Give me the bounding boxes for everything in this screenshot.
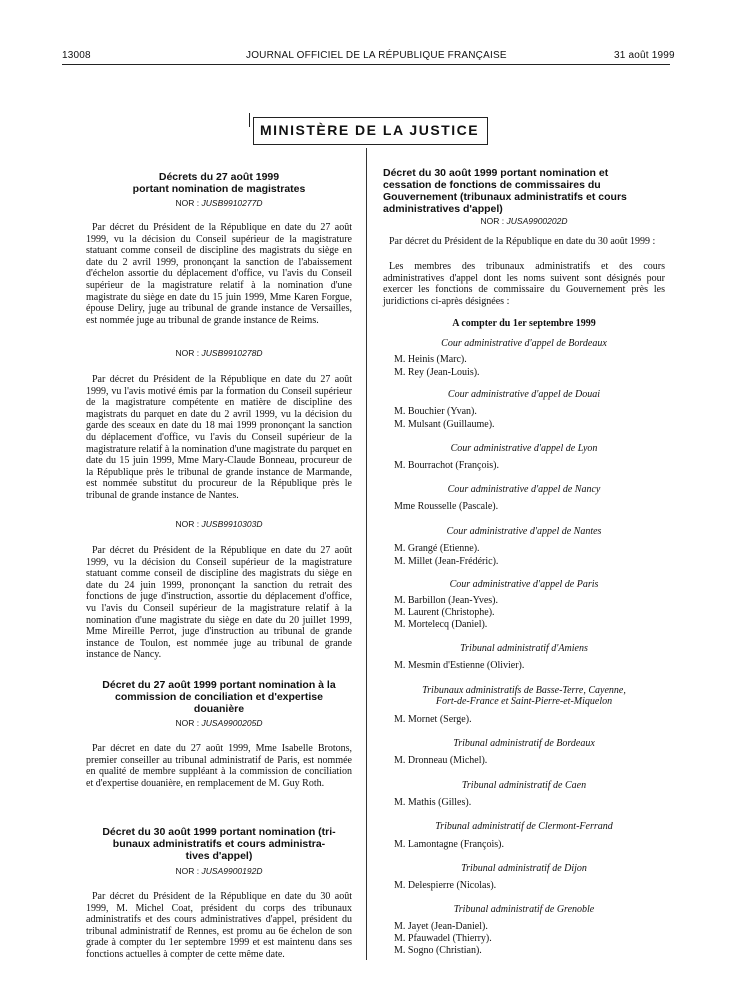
court-douai: Cour administrative d'appel de Douai	[447, 389, 601, 400]
list-item: M. Bourrachot (François).	[394, 460, 499, 471]
court-lyon: Cour administrative d'appel de Lyon	[450, 443, 598, 454]
list-item: M. Jayet (Jean-Daniel).	[394, 921, 488, 932]
list-item: M. Lamontagne (François).	[394, 839, 504, 850]
tribunal-clermont-ferrand: Tribunal administratif de Clermont-Ferrand	[435, 821, 613, 832]
court-nantes: Cour administrative d'appel de Nantes	[446, 526, 602, 537]
nor-reference-5: NOR : JUSA9900192D	[175, 866, 263, 876]
nor-reference-1: NOR : JUSB9910277D	[175, 198, 263, 208]
journal-title: JOURNAL OFFICIEL DE LA RÉPUBLIQUE FRANÇAISE	[246, 50, 507, 61]
nor-reference-3: NOR : JUSB9910303D	[175, 519, 263, 529]
list-item: M. Delespierre (Nicolas).	[394, 880, 497, 891]
issue-date: 31 août 1999	[614, 50, 675, 61]
nor-reference-4: NOR : JUSA9900205D	[175, 718, 263, 728]
effective-date: A compter du 1er septembre 1999	[452, 318, 596, 329]
list-item: M. Rey (Jean-Louis).	[394, 367, 480, 378]
list-item: M. Bouchier (Yvan).	[394, 406, 477, 417]
decree-title-2: Décret du 27 août 1999 portant nomination à la commission de conciliation et d'expertise douanière	[102, 679, 336, 715]
right-paragraph-1: Par décret du Président de la République en date du 30 août 1999 :	[389, 236, 656, 247]
list-item: Mme Rousselle (Pascale).	[394, 501, 499, 512]
nor-reference-right: NOR : JUSA9900202D	[480, 216, 568, 226]
tribunal-dijon: Tribunal administratif de Dijon	[461, 863, 587, 874]
list-item: M. Sogno (Christian).	[394, 945, 482, 956]
column-divider	[366, 148, 367, 960]
court-bordeaux: Cour administrative d'appel de Bordeaux	[441, 338, 607, 349]
right-paragraph-2: Les membres des tribunaux administratifs et des cours administratives d'appel dont les noms suivent sont désignés pour exercer les fonctions de commissaire du Gouvernement près les juridictions ci-après désignées :	[383, 261, 665, 307]
tribunal-grenoble: Tribunal administratif de Grenoble	[453, 904, 595, 915]
ministry-title: MINISTÈRE DE LA JUSTICE	[259, 122, 480, 138]
decree-title-3: Décret du 30 août 1999 portant nomination (tri- bunaux administratifs et cours administra- tives d'appel)	[102, 826, 336, 862]
decree-title-1: Décrets du 27 août 1999 portant nomination de magistrates	[132, 171, 306, 195]
list-item: M. Mulsant (Guillaume).	[394, 419, 495, 430]
header-rule	[62, 64, 670, 65]
list-item: M. Grangé (Etienne).	[394, 543, 480, 554]
decree-paragraph-2: Par décret du Président de la République en date du 27 août 1999, vu l'avis motivé émis par la formation du Conseil supérieur de la magistrature compétente en matière de discipline des magistrats du parquet en date du 2 avril 1999, vu la décision du garde des sceaux en date du 18 mai 1999 prononçant la sanction du déplacement d'office, vu l'avis du Conseil supérieur de la magistrature relatif à la nomination d'une magistrate du parquet en date du 15 juin 1999, Mme Mary-Claude Bonneau, procureur de la République près le tribunal de grande instance de Marmande, est nommée substitut du procureur de la République près le tribunal de grande instance de Nantes.	[86, 374, 352, 501]
list-item: M. Barbillon (Jean-Yves).	[394, 595, 498, 606]
decree-title-right: Décret du 30 août 1999 portant nomination et cessation de fonctions de commissaires du Gouvernement (tribunaux administratifs et cours administratives d'appel)	[383, 167, 627, 215]
list-item: M. Mesmin d'Estienne (Olivier).	[394, 660, 525, 671]
tribunals-outremer: Tribunaux administratifs de Basse-Terre, Cayenne, Fort-de-France et Saint-Pierre-et-Miquelon	[422, 685, 626, 707]
list-item: M. Heinis (Marc).	[394, 354, 467, 365]
decree-paragraph-1: Par décret du Président de la République en date du 27 août 1999, vu la décision du Conseil supérieur de la magistrature statuant comme conseil de discipline des magistrats du siège en date du 2 avril 1999, prononçant la sanction de l'abaissement d'échelon assortie du déplacement d'office, vu l'avis du Conseil supérieur de la magistrature relatif à la nomination d'une magistrate du siège en date du 15 juin 1999, Mme Karen Forgue, épouse Deliry, juge au tribunal de grande instance de Versailles, est nommée juge au tribunal de grande instance de Reims.	[86, 222, 352, 326]
nor-reference-2: NOR : JUSB9910278D	[175, 348, 263, 358]
list-item: M. Mortelecq (Daniel).	[394, 619, 488, 630]
decree-paragraph-4: Par décret en date du 27 août 1999, Mme Isabelle Brotons, premier conseiller au tribunal administratif de Paris, est nommée en qualité de membre suppléant à la commission de conciliation et d'expertise douanière, en remplacement de M. Guy Roth.	[86, 743, 352, 789]
court-paris: Cour administrative d'appel de Paris	[449, 579, 599, 590]
list-item: M. Mornet (Serge).	[394, 714, 472, 725]
tribunal-amiens: Tribunal administratif d'Amiens	[460, 643, 588, 654]
tribunal-bordeaux: Tribunal administratif de Bordeaux	[453, 738, 595, 749]
list-item: M. Mathis (Gilles).	[394, 797, 472, 808]
page-number: 13008	[62, 50, 91, 61]
court-nancy: Cour administrative d'appel de Nancy	[447, 484, 601, 495]
decree-paragraph-3: Par décret du Président de la République en date du 27 août 1999, vu la décision du Conseil supérieur de la magistrature statuant comme conseil de discipline des magistrats du siège en date du 24 juin 1999, prononçant la sanction du retrait des fonctions de juge d'instruction, assortie du déplacement d'office, vu l'avis du Conseil supérieur de la magistrature relatif à la nomination d'une magistrate du siège en date du 20 juillet 1999, Mme Mireille Perrot, juge d'instruction au tribunal de grande instance de Toulon, est nommée juge au tribunal de grande instance de Nancy.	[86, 545, 352, 661]
list-item: M. Millet (Jean-Frédéric).	[394, 556, 499, 567]
tribunal-caen: Tribunal administratif de Caen	[461, 780, 587, 791]
list-item: M. Dronneau (Michel).	[394, 755, 488, 766]
list-item: M. Pfauwadel (Thierry).	[394, 933, 492, 944]
decree-paragraph-5: Par décret du Président de la République en date du 30 août 1999, M. Michel Coat, président du corps des tribunaux administratifs et des cours administratives d'appel, président du tribunal administratif de Rennes, est promu au 6e échelon de son grade à compter du 1er septembre 1999 et est maintenu dans ses fonctions actuelles à compter de cette même date.	[86, 891, 352, 960]
list-item: M. Laurent (Christophe).	[394, 607, 495, 618]
